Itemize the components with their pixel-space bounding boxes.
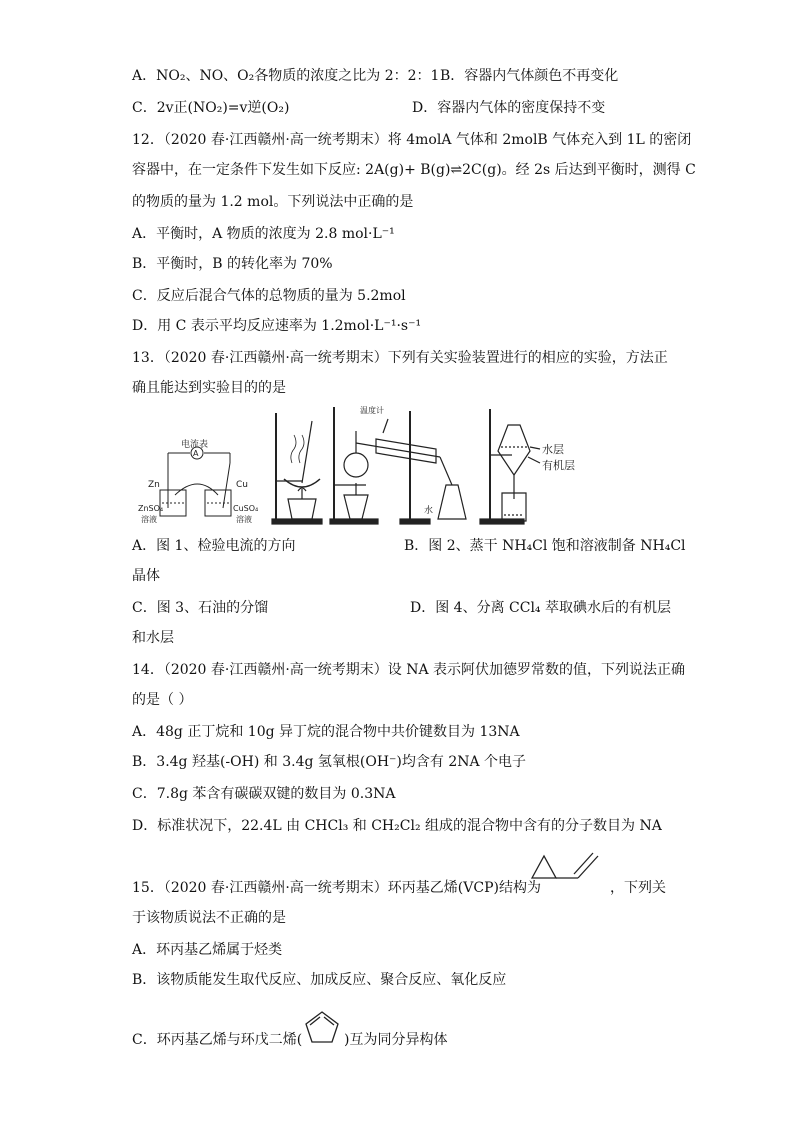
q14-option-a: A．48g 正丁烷和 10g 异丁烷的混合物中共价键数目为 13NA: [132, 724, 520, 740]
fig3-distillation: [330, 407, 466, 524]
q14-stem-line2: 的是（ ）: [132, 692, 193, 708]
q15-option-a: A．环丙基乙烯属于烃类: [132, 942, 283, 958]
fig3-thermometer-label: 温度计: [360, 406, 384, 415]
q12-stem-line3: 的物质的量为 1.2 mol。下列说法中正确的是: [132, 194, 414, 210]
fig1-cu-label: Cu: [236, 480, 248, 490]
cyclopentadiene-structure: [302, 1008, 342, 1048]
fig1-cuso4-solution: 溶液: [236, 515, 252, 524]
q13-option-c: C．图 3、石油的分馏: [132, 600, 269, 616]
q15-stem-line1b: ，下列关: [610, 880, 666, 896]
fig1-cuso4-label: CuSO₄: [233, 504, 259, 513]
experiment-figure: [0, 403, 794, 533]
fig3-water-label: 水: [424, 506, 434, 516]
q12-option-b: B．平衡时，B 的转化率为 70%: [132, 256, 333, 272]
fig1-znso4-solution: 溶液: [141, 515, 157, 524]
fig2-evaporation: [272, 413, 322, 524]
fig1-zn-label: Zn: [148, 480, 160, 490]
q12-option-a: A．平衡时，A 物质的浓度为 2.8 mol·L⁻¹: [132, 226, 395, 242]
q13-stem-line2: 确且能达到实验目的的是: [132, 380, 286, 396]
fig1-znso4-label: ZnSO₄: [138, 504, 164, 513]
q13-option-d: D．图 4、分离 CCl₄ 萃取碘水后的有机层: [410, 600, 671, 616]
q12-stem-line1: 12．（2020 春·江西赣州·高一统考期末）将 4molA 气体和 2molB 气体充入到 1L 的密闭: [132, 132, 692, 148]
fig1-ammeter-label: 电流表: [181, 440, 209, 450]
q15-option-b: B．该物质能发生取代反应、加成反应、聚合反应、氧化反应: [132, 972, 507, 988]
q14-option-d: D．标准状况下，22.4L 由 CHCl₃ 和 CH₂Cl₂ 组成的混合物中含有的分子数目为 NA: [132, 818, 662, 834]
q11-option-b: B．容器内气体颜色不再变化: [440, 68, 619, 84]
q15-stem-line2: 于该物质说法不正确的是: [132, 910, 286, 926]
q14-option-b: B．3.4g 羟基(-OH) 和 3.4g 氢氧根(OH⁻)均含有 2NA 个电子: [132, 754, 527, 770]
q14-option-c: C．7.8g 苯含有碳碳双键的数目为 0.3NA: [132, 786, 396, 802]
q11-option-a: A．NO₂、NO、O₂各物质的浓度之比为 2：2：1: [132, 68, 440, 84]
q13-option-b: B．图 2、蒸干 NH₄Cl 饱和溶液制备 NH₄Cl: [404, 538, 686, 554]
q13-option-b-cont: 晶体: [132, 568, 160, 584]
q14-stem-line1: 14．（2020 春·江西赣州·高一统考期末）设 NA 表示阿伏加德罗常数的值，下列说法正确: [132, 662, 686, 678]
fig4-water-layer-label: 水层: [542, 443, 564, 456]
q15-stem-line1a: 15．（2020 春·江西赣州·高一统考期末）环丙基乙烯(VCP)结构为: [132, 880, 541, 896]
q11-option-c: C．2v正(NO₂)=v逆(O₂): [132, 100, 290, 116]
q13-option-d-cont: 和水层: [132, 630, 174, 646]
svg-text:A: A: [193, 449, 199, 458]
q11-option-d: D．容器内气体的密度保持不变: [412, 100, 606, 116]
q13-stem-line1: 13．（2020 春·江西赣州·高一统考期末）下列有关实验装置进行的相应的实验，方法正: [132, 350, 668, 366]
vinylcyclopropane-structure: [522, 848, 606, 894]
fig4-organic-layer-label: 有机层: [542, 459, 575, 472]
fig4-separatory-funnel: [480, 409, 540, 524]
q12-option-d: D．用 C 表示平均反应速率为 1.2mol·L⁻¹·s⁻¹: [132, 318, 422, 334]
q15-option-c-part2: )互为同分异构体: [344, 1032, 448, 1048]
q12-stem-line2: 容器中，在一定条件下发生如下反应: 2A(g)+ B(g)⇌2C(g)。经 2s 后达到平衡时，测得 C: [132, 162, 696, 178]
q15-option-c-part1: C．环丙基乙烯与环戊二烯(: [132, 1032, 303, 1048]
q13-option-a: A．图 1、检验电流的方向: [132, 538, 296, 554]
fig1-galvanic-cell: [160, 447, 231, 516]
q12-option-c: C．反应后混合气体的总物质的量为 5.2mol: [132, 288, 406, 304]
